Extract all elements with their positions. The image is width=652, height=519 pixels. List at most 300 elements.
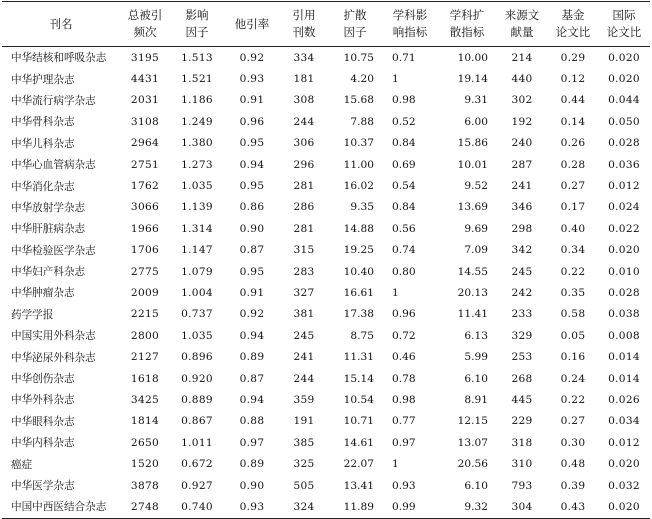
cell-total-citations: 1706 (130, 244, 160, 257)
header-label (450, 8, 485, 39)
cell-impact-factor: 1.314 (181, 222, 213, 235)
cell-discipline-impact: 0.77 (392, 415, 416, 428)
cell-fund-paper-ratio: 0.26 (560, 137, 586, 150)
header-label-line: 刊数 (292, 25, 316, 39)
cell-impact-factor: 1.011 (181, 436, 213, 449)
cell-source-articles: 245 (511, 265, 533, 278)
cell-other-citation-rate: 0.95 (239, 137, 265, 150)
cell-source-articles: 240 (511, 137, 533, 150)
cell-fund-paper-ratio: 0.43 (560, 500, 586, 513)
cell-source-articles: 298 (511, 222, 533, 235)
cell-source-articles: 440 (511, 73, 533, 86)
cell-citing-journals: 381 (293, 308, 315, 321)
cell-diffusion-factor: 16.61 (343, 286, 374, 299)
cell-total-citations: 1618 (130, 372, 160, 385)
cell-source-articles: 242 (511, 286, 533, 299)
cell-international-paper-ratio: 0.020 (608, 458, 640, 471)
table-row (2, 304, 650, 325)
cell-citing-journals: 244 (293, 115, 315, 128)
cell-citing-journals: 245 (293, 329, 315, 342)
cell-impact-factor: 1.035 (181, 180, 213, 193)
cell-discipline-diffusion: 6.13 (464, 329, 488, 342)
cell-international-paper-ratio: 0.014 (608, 351, 640, 364)
cell-diffusion-factor: 10.75 (343, 51, 374, 64)
cell-discipline-diffusion: 14.55 (457, 265, 488, 278)
cell-discipline-impact: 0.80 (392, 265, 416, 278)
header-label-line: 来源文 (504, 8, 540, 22)
cell-international-paper-ratio: 0.032 (608, 479, 640, 492)
cell-source-articles: 253 (511, 351, 533, 364)
cell-source-articles: 229 (511, 415, 533, 428)
cell-source-articles: 287 (511, 158, 533, 171)
cell-journal-name: 中华泌尿外科杂志 (11, 351, 96, 364)
table-row (2, 368, 650, 389)
header-discipline-diffusion (438, 2, 496, 47)
table-row (2, 411, 650, 432)
cell-diffusion-factor: 10.54 (343, 393, 374, 406)
header-label-line: 散指标 (449, 25, 485, 39)
cell-fund-paper-ratio: 0.58 (560, 308, 586, 321)
header-total-citations (120, 2, 170, 47)
cell-other-citation-rate: 0.94 (239, 158, 265, 171)
cell-discipline-diffusion: 10.00 (457, 51, 488, 64)
cell-fund-paper-ratio: 0.44 (560, 94, 586, 107)
cell-fund-paper-ratio: 0.22 (560, 393, 586, 406)
table-row (2, 240, 650, 261)
cell-discipline-diffusion: 9.32 (464, 500, 488, 513)
header-international-paper-ratio (598, 2, 650, 47)
cell-other-citation-rate: 0.91 (239, 94, 265, 107)
cell-citing-journals: 334 (293, 51, 315, 64)
cell-diffusion-factor: 14.61 (343, 436, 374, 449)
cell-journal-name: 药学学报 (11, 308, 54, 321)
cell-discipline-diffusion: 6.10 (464, 372, 488, 385)
cell-total-citations: 3425 (130, 393, 160, 406)
cell-citing-journals: 324 (293, 500, 315, 513)
cell-impact-factor: 0.737 (181, 308, 213, 321)
cell-journal-name: 中华肝脏病杂志 (11, 223, 86, 236)
cell-international-paper-ratio: 0.012 (608, 436, 640, 449)
cell-total-citations: 1814 (130, 415, 160, 428)
cell-diffusion-factor: 8.75 (350, 329, 374, 342)
table-row (2, 346, 650, 367)
cell-discipline-diffusion: 6.10 (464, 479, 488, 492)
cell-diffusion-factor: 22.07 (343, 458, 374, 471)
cell-journal-name: 中华肿瘤杂志 (11, 287, 75, 300)
cell-citing-journals: 505 (293, 479, 315, 492)
header-label (2, 16, 120, 33)
cell-fund-paper-ratio: 0.34 (560, 244, 586, 257)
cell-discipline-diffusion: 20.56 (457, 458, 488, 471)
cell-citing-journals: 281 (293, 180, 315, 193)
cell-journal-name: 中华检验医学杂志 (11, 244, 96, 257)
cell-other-citation-rate: 0.95 (239, 180, 265, 193)
cell-international-paper-ratio: 0.026 (608, 393, 640, 406)
cell-international-paper-ratio: 0.020 (608, 500, 640, 513)
cell-impact-factor: 1.004 (181, 286, 213, 299)
cell-source-articles: 304 (511, 500, 533, 513)
cell-fund-paper-ratio: 0.22 (560, 265, 586, 278)
cell-discipline-impact: 0.56 (392, 222, 416, 235)
cell-other-citation-rate: 0.88 (239, 415, 265, 428)
cell-fund-paper-ratio: 0.40 (560, 222, 586, 235)
cell-international-paper-ratio: 0.020 (608, 51, 640, 64)
header-label-line: 引用 (292, 8, 316, 22)
table-row (2, 432, 650, 453)
table-row (2, 154, 650, 175)
cell-citing-journals: 359 (293, 393, 315, 406)
cell-diffusion-factor: 9.35 (350, 201, 374, 214)
cell-journal-name: 中华骨科杂志 (11, 116, 75, 129)
cell-impact-factor: 0.867 (181, 415, 213, 428)
cell-fund-paper-ratio: 0.48 (560, 458, 586, 471)
header-label (505, 8, 540, 39)
header-label-line: 基金 (561, 8, 585, 22)
cell-discipline-impact: 0.78 (392, 372, 416, 385)
cell-citing-journals: 296 (293, 158, 315, 171)
cell-international-paper-ratio: 0.014 (608, 372, 640, 385)
cell-discipline-diffusion: 9.69 (464, 222, 488, 235)
cell-impact-factor: 1.273 (181, 158, 213, 171)
table-row (2, 475, 650, 496)
cell-fund-paper-ratio: 0.27 (560, 415, 586, 428)
cell-discipline-diffusion: 15.86 (457, 137, 488, 150)
cell-journal-name: 中华护理杂志 (11, 73, 75, 86)
header-label-line: 频次 (133, 25, 157, 39)
cell-source-articles: 445 (511, 393, 533, 406)
cell-total-citations: 2748 (130, 500, 160, 513)
cell-discipline-impact: 0.71 (392, 51, 416, 64)
cell-impact-factor: 0.672 (181, 458, 213, 471)
header-discipline-impact (382, 2, 438, 47)
cell-fund-paper-ratio: 0.39 (560, 479, 586, 492)
journal-metrics-table (2, 1, 650, 519)
table-row (2, 325, 650, 346)
cell-impact-factor: 0.920 (181, 372, 213, 385)
cell-total-citations: 1966 (130, 222, 160, 235)
cell-international-paper-ratio: 0.038 (608, 308, 640, 321)
cell-discipline-impact: 0.69 (392, 158, 416, 171)
header-label-line: 论文比 (555, 25, 591, 39)
cell-discipline-diffusion: 5.99 (464, 351, 488, 364)
table-header-row (2, 2, 650, 47)
cell-diffusion-factor: 15.14 (343, 372, 374, 385)
cell-international-paper-ratio: 0.020 (608, 73, 640, 86)
cell-total-citations: 2800 (130, 329, 160, 342)
cell-source-articles: 329 (511, 329, 533, 342)
cell-impact-factor: 1.079 (181, 265, 213, 278)
cell-international-paper-ratio: 0.050 (608, 115, 640, 128)
header-label (393, 8, 428, 39)
cell-diffusion-factor: 11.00 (343, 158, 374, 171)
table-row (2, 261, 650, 282)
cell-discipline-diffusion: 6.00 (464, 115, 488, 128)
cell-citing-journals: 325 (293, 458, 315, 471)
cell-total-citations: 2031 (130, 94, 160, 107)
header-label-line: 献量 (510, 25, 534, 39)
cell-discipline-impact: 0.99 (392, 500, 416, 513)
cell-discipline-diffusion: 13.69 (457, 201, 488, 214)
header-label-line: 他引率 (234, 16, 270, 31)
cell-journal-name: 中华医学杂志 (11, 480, 75, 492)
cell-citing-journals: 308 (293, 94, 315, 107)
cell-citing-journals: 283 (293, 265, 315, 278)
cell-other-citation-rate: 0.90 (239, 479, 265, 492)
cell-journal-name: 中华流行病学杂志 (11, 94, 96, 107)
cell-international-paper-ratio: 0.010 (608, 265, 640, 278)
cell-diffusion-factor: 19.25 (343, 244, 374, 257)
cell-discipline-diffusion: 10.01 (457, 158, 488, 171)
cell-impact-factor: 0.740 (181, 500, 213, 513)
header-label-line: 学科扩 (449, 8, 485, 22)
cell-discipline-diffusion: 9.31 (464, 94, 488, 107)
cell-total-citations: 2964 (130, 137, 160, 150)
table-row (2, 111, 650, 132)
header-label-line: 响指标 (392, 25, 428, 39)
cell-journal-name: 中国实用外科杂志 (11, 330, 96, 343)
cell-diffusion-factor: 4.20 (350, 73, 374, 86)
cell-citing-journals: 281 (293, 222, 315, 235)
cell-fund-paper-ratio: 0.24 (560, 372, 586, 385)
cell-citing-journals: 306 (293, 137, 315, 150)
cell-discipline-impact: 0.98 (392, 94, 416, 107)
cell-discipline-impact: 1 (392, 73, 399, 86)
table-row (2, 47, 650, 69)
cell-other-citation-rate: 0.92 (239, 51, 265, 64)
cell-journal-name: 中华内科杂志 (11, 437, 75, 450)
cell-impact-factor: 0.927 (181, 479, 213, 492)
table-row (2, 133, 650, 154)
cell-discipline-impact: 0.74 (392, 244, 416, 257)
cell-fund-paper-ratio: 0.14 (560, 115, 586, 128)
cell-diffusion-factor: 10.71 (343, 415, 374, 428)
cell-other-citation-rate: 0.87 (239, 372, 265, 385)
cell-total-citations: 4431 (130, 73, 160, 86)
cell-discipline-impact: 1 (392, 458, 399, 471)
cell-international-paper-ratio: 0.036 (608, 158, 640, 171)
cell-other-citation-rate: 0.94 (239, 329, 265, 342)
cell-citing-journals: 315 (293, 244, 315, 257)
header-label-line: 扩散 (343, 8, 367, 22)
cell-journal-name: 中华创伤杂志 (11, 373, 75, 386)
cell-total-citations: 1520 (130, 458, 160, 471)
cell-other-citation-rate: 0.92 (239, 308, 265, 321)
cell-citing-journals: 181 (293, 73, 315, 86)
cell-discipline-impact: 0.54 (392, 180, 416, 193)
cell-fund-paper-ratio: 0.05 (560, 329, 586, 342)
header-label-line: 因子 (343, 25, 367, 39)
cell-journal-name: 中华儿科杂志 (11, 137, 75, 150)
cell-source-articles: 214 (511, 51, 533, 64)
cell-international-paper-ratio: 0.028 (608, 286, 640, 299)
cell-impact-factor: 1.147 (181, 244, 213, 257)
cell-journal-name: 中华心血管病杂志 (11, 159, 96, 172)
cell-other-citation-rate: 0.90 (239, 222, 265, 235)
cell-other-citation-rate: 0.97 (239, 436, 265, 449)
cell-total-citations: 3878 (130, 479, 160, 492)
cell-other-citation-rate: 0.95 (239, 265, 265, 278)
cell-total-citations: 1762 (130, 180, 160, 193)
cell-international-paper-ratio: 0.024 (608, 201, 640, 214)
cell-international-paper-ratio: 0.034 (608, 415, 640, 428)
cell-international-paper-ratio: 0.028 (608, 137, 640, 150)
cell-discipline-impact: 0.93 (392, 479, 416, 492)
cell-diffusion-factor: 16.02 (343, 180, 374, 193)
cell-total-citations: 2127 (130, 351, 160, 364)
cell-other-citation-rate: 0.86 (239, 201, 265, 214)
cell-other-citation-rate: 0.89 (239, 351, 265, 364)
header-label-line: 因子 (185, 25, 209, 39)
header-impact-factor (170, 2, 224, 47)
table-row (2, 175, 650, 196)
cell-discipline-impact: 0.46 (392, 351, 416, 364)
cell-citing-journals: 191 (293, 415, 315, 428)
cell-source-articles: 302 (511, 94, 533, 107)
cell-citing-journals: 241 (293, 351, 315, 364)
cell-diffusion-factor: 10.37 (343, 137, 374, 150)
cell-journal-name: 中华妇产科杂志 (11, 266, 86, 279)
header-label (556, 8, 591, 39)
cell-source-articles: 342 (511, 244, 533, 257)
cell-citing-journals: 286 (293, 201, 315, 214)
header-label (293, 8, 316, 39)
cell-diffusion-factor: 11.89 (343, 500, 374, 513)
cell-discipline-impact: 0.72 (392, 329, 416, 342)
table-row (2, 68, 650, 89)
cell-international-paper-ratio: 0.044 (608, 94, 640, 107)
cell-discipline-impact: 1 (392, 286, 399, 299)
table-body (2, 47, 650, 519)
cell-impact-factor: 1.035 (181, 329, 213, 342)
cell-journal-name: 中华眼科杂志 (11, 415, 75, 428)
cell-journal-name: 中华消化杂志 (11, 180, 75, 193)
cell-international-paper-ratio: 0.012 (608, 180, 640, 193)
cell-total-citations: 3195 (130, 51, 160, 64)
cell-citing-journals: 385 (293, 436, 315, 449)
cell-impact-factor: 0.889 (181, 393, 213, 406)
cell-diffusion-factor: 7.88 (350, 115, 374, 128)
cell-discipline-diffusion: 11.41 (457, 308, 488, 321)
cell-international-paper-ratio: 0.022 (608, 222, 640, 235)
cell-international-paper-ratio: 0.008 (608, 329, 640, 342)
header-label-line: 影响 (185, 8, 209, 22)
cell-other-citation-rate: 0.94 (239, 393, 265, 406)
cell-discipline-impact: 0.96 (392, 308, 416, 321)
cell-total-citations: 3066 (130, 201, 160, 214)
cell-fund-paper-ratio: 0.16 (560, 351, 586, 364)
header-journal-name (2, 2, 120, 47)
cell-source-articles: 346 (511, 201, 533, 214)
cell-source-articles: 793 (511, 479, 533, 492)
header-label (607, 8, 642, 39)
cell-other-citation-rate: 0.89 (239, 458, 265, 471)
cell-fund-paper-ratio: 0.35 (560, 286, 586, 299)
cell-impact-factor: 1.249 (181, 115, 213, 128)
cell-fund-paper-ratio: 0.30 (560, 436, 586, 449)
cell-diffusion-factor: 13.41 (343, 479, 374, 492)
cell-total-citations: 2009 (130, 286, 160, 299)
cell-total-citations: 2650 (130, 436, 160, 449)
table-row (2, 218, 650, 239)
cell-diffusion-factor: 17.38 (343, 308, 374, 321)
cell-discipline-diffusion: 19.14 (457, 73, 488, 86)
cell-fund-paper-ratio: 0.12 (560, 73, 586, 86)
table-row (2, 496, 650, 518)
table-row (2, 453, 650, 474)
cell-other-citation-rate: 0.93 (239, 73, 265, 86)
cell-diffusion-factor: 15.68 (343, 94, 374, 107)
cell-discipline-impact: 0.98 (392, 393, 416, 406)
cell-journal-name: 中华放射学杂志 (11, 201, 86, 214)
header-label-line: 论文比 (606, 25, 642, 39)
cell-impact-factor: 1.186 (181, 94, 213, 107)
cell-discipline-diffusion: 13.07 (457, 436, 488, 449)
cell-source-articles: 233 (511, 308, 533, 321)
cell-fund-paper-ratio: 0.27 (560, 180, 586, 193)
cell-international-paper-ratio: 0.020 (608, 244, 640, 257)
cell-total-citations: 2215 (130, 308, 160, 321)
cell-source-articles: 192 (511, 115, 533, 128)
cell-discipline-diffusion: 7.09 (464, 244, 488, 257)
header-label (344, 8, 367, 39)
cell-other-citation-rate: 0.96 (239, 115, 265, 128)
header-label-line: 总被引 (127, 8, 163, 22)
cell-impact-factor: 1.139 (181, 201, 213, 214)
cell-discipline-diffusion: 8.91 (464, 393, 488, 406)
cell-discipline-diffusion: 9.52 (464, 180, 488, 193)
cell-impact-factor: 0.896 (181, 351, 213, 364)
cell-journal-name: 中华结核和呼吸杂志 (11, 52, 107, 65)
header-other-citation-rate (224, 2, 280, 47)
table-row (2, 389, 650, 410)
cell-journal-name: 中国中西医结合杂志 (11, 501, 107, 514)
cell-source-articles: 318 (511, 436, 533, 449)
cell-source-articles: 241 (511, 180, 533, 193)
table-row (2, 282, 650, 303)
header-label-line: 国际 (612, 8, 636, 22)
cell-impact-factor: 1.513 (181, 51, 213, 64)
header-citing-journals (280, 2, 328, 47)
cell-discipline-diffusion: 12.15 (457, 415, 488, 428)
cell-diffusion-factor: 11.31 (343, 351, 374, 364)
header-source-articles (496, 2, 548, 47)
cell-discipline-impact: 0.97 (392, 436, 416, 449)
cell-total-citations: 3108 (130, 115, 160, 128)
cell-discipline-impact: 0.52 (392, 115, 416, 128)
cell-source-articles: 268 (511, 372, 533, 385)
cell-fund-paper-ratio: 0.17 (560, 201, 586, 214)
cell-other-citation-rate: 0.93 (239, 500, 265, 513)
cell-diffusion-factor: 10.40 (343, 265, 374, 278)
cell-citing-journals: 244 (293, 372, 315, 385)
cell-total-citations: 2751 (130, 158, 160, 171)
cell-discipline-impact: 0.84 (392, 137, 416, 150)
header-label (128, 8, 163, 39)
cell-impact-factor: 1.521 (181, 73, 213, 86)
cell-discipline-diffusion: 20.13 (457, 286, 488, 299)
table-row (2, 197, 650, 218)
cell-fund-paper-ratio: 0.28 (560, 158, 586, 171)
cell-other-citation-rate: 0.91 (239, 286, 265, 299)
cell-source-articles: 310 (511, 458, 533, 471)
table-row (2, 90, 650, 111)
cell-total-citations: 2775 (130, 265, 160, 278)
header-diffusion-factor (328, 2, 382, 47)
cell-diffusion-factor: 14.88 (343, 222, 374, 235)
cell-discipline-impact: 0.84 (392, 201, 416, 214)
header-label-line: 学科影 (392, 8, 428, 22)
cell-journal-name: 癌症 (11, 458, 33, 471)
